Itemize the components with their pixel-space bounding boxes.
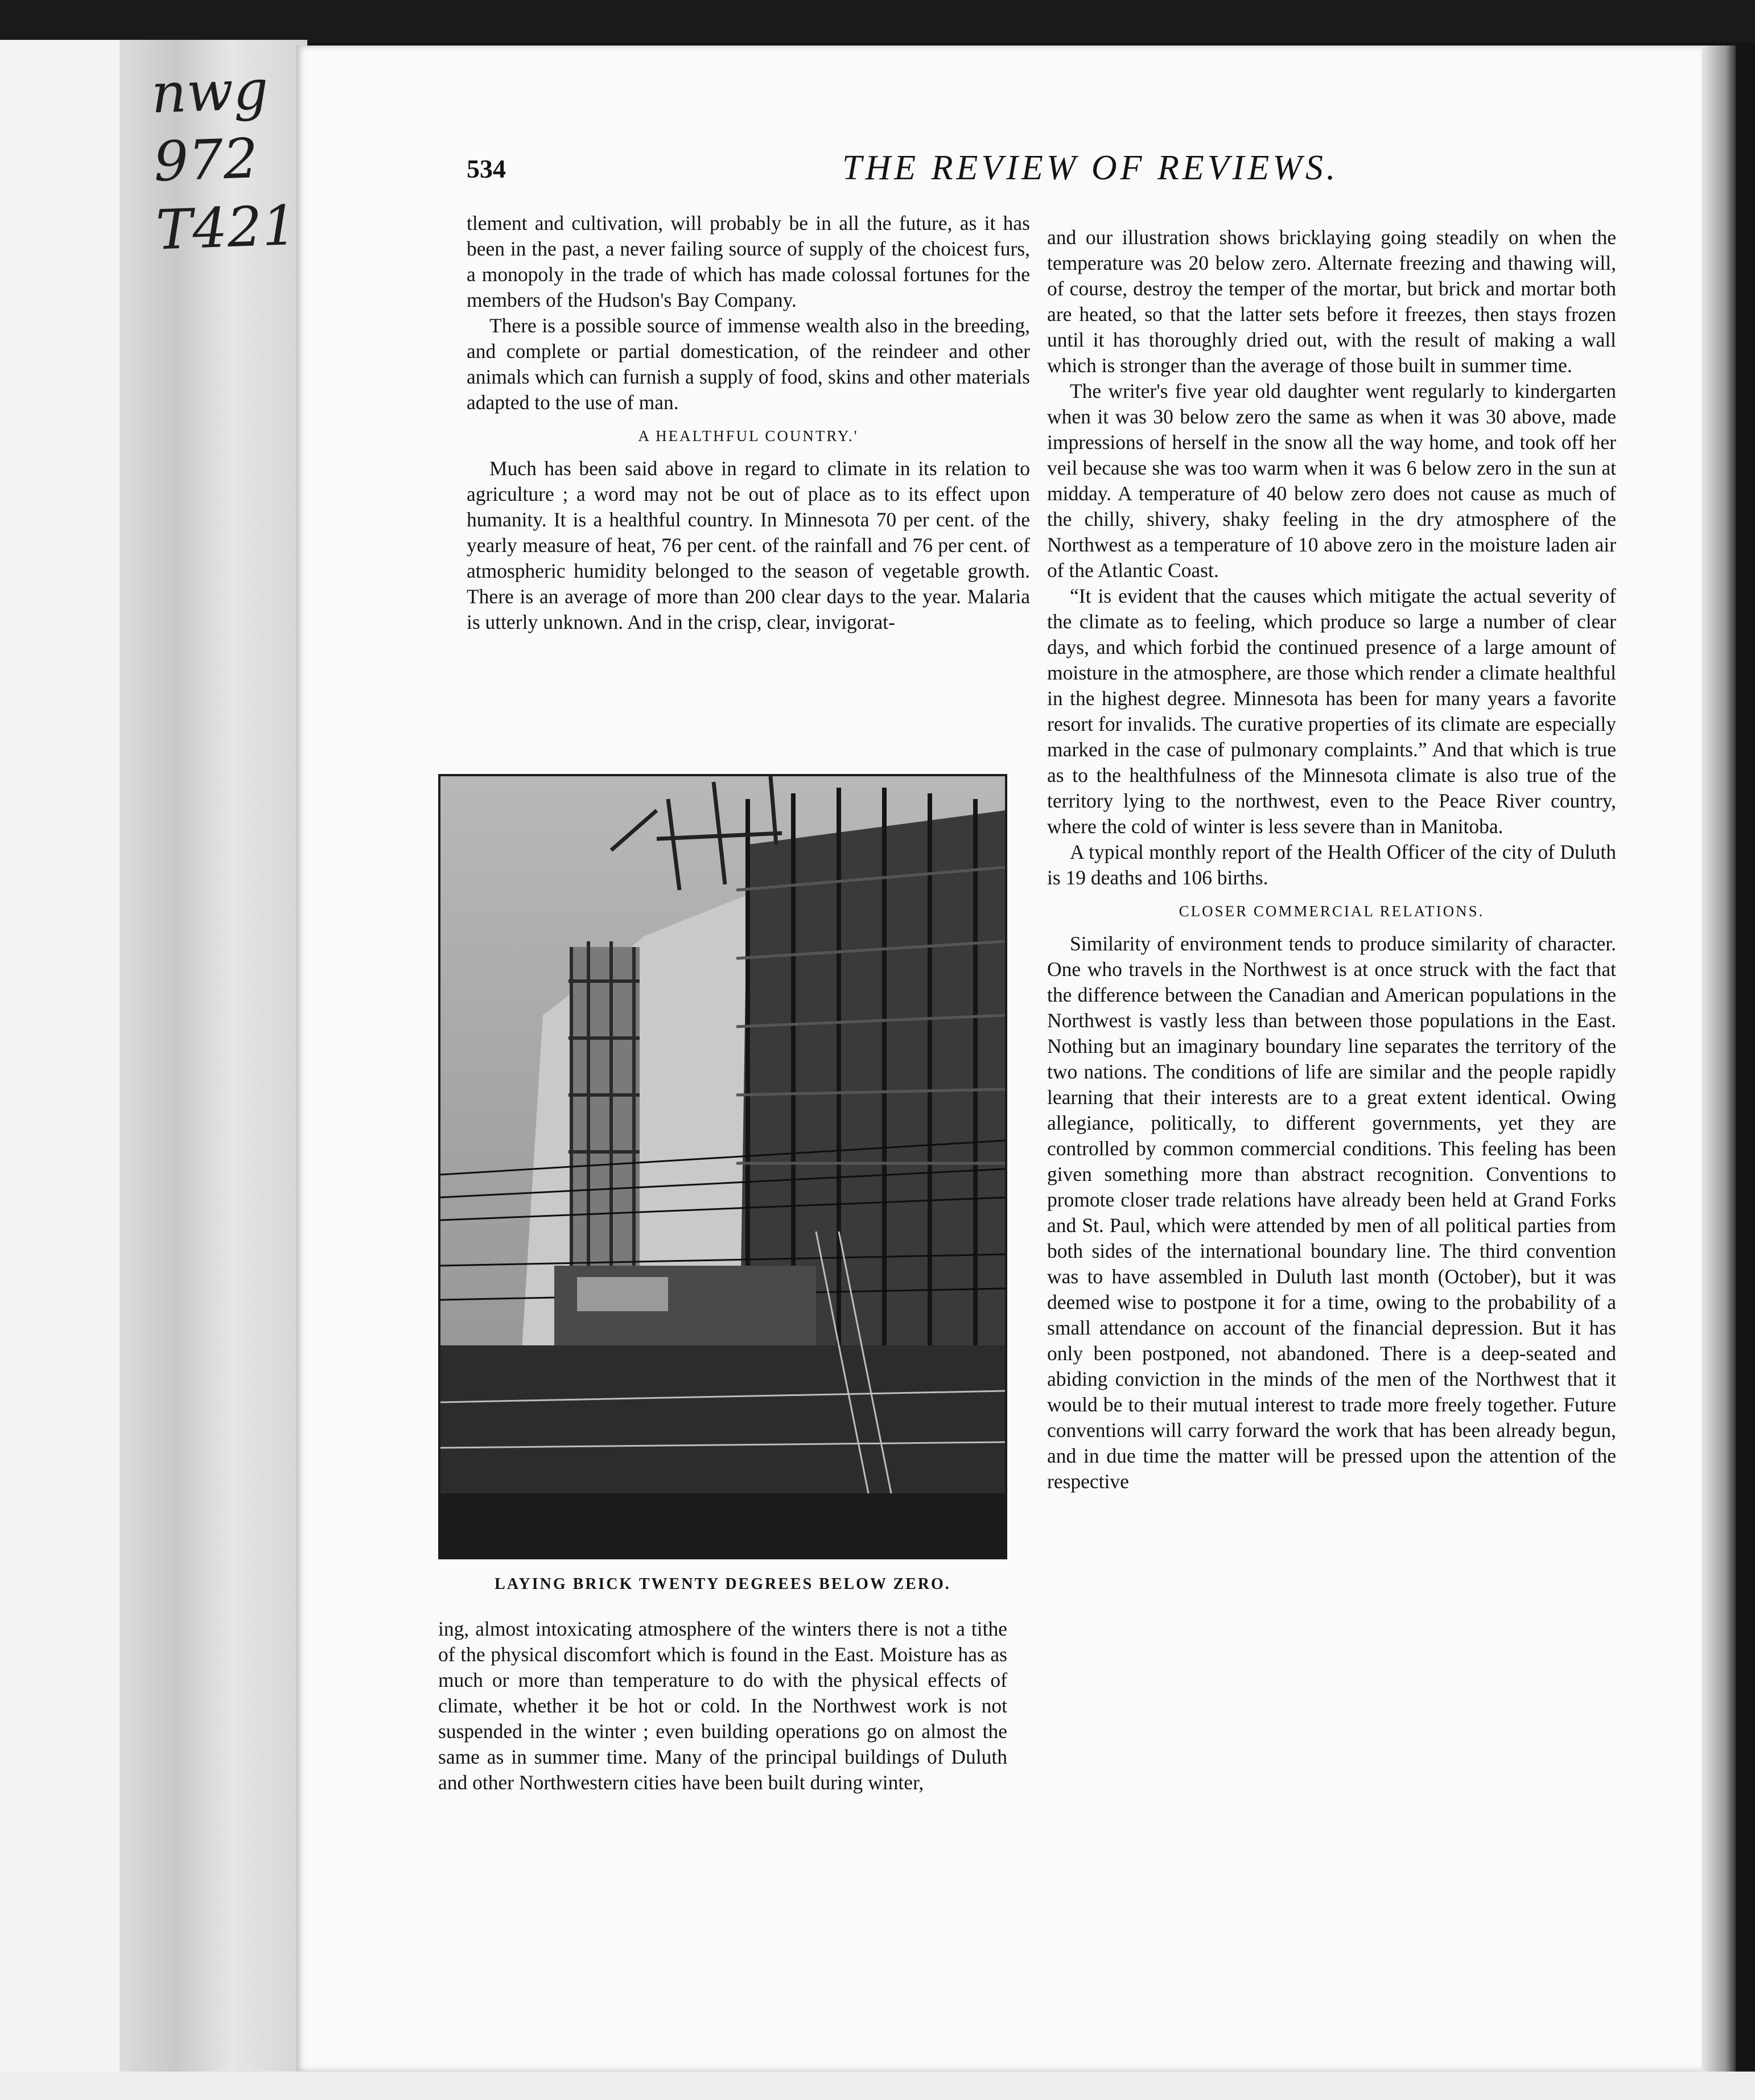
page-number: 534 — [467, 154, 506, 183]
scan-border-bottom — [0, 2072, 1755, 2100]
paragraph: A typical monthly report of the Health Officer of the city of Duluth is 19 deaths and 106 births. — [1047, 841, 1616, 889]
call-number-line: nwg — [150, 57, 270, 126]
left-margin-sheet — [0, 40, 122, 2100]
section-heading-healthful-country: A HEALTHFUL COUNTRY.' — [638, 427, 859, 444]
page-header — [467, 148, 1605, 199]
call-number-line: T421 — [155, 193, 298, 262]
handwritten-call-number — [150, 55, 305, 265]
photo-illustration — [440, 776, 1005, 1557]
scan-border-top — [0, 0, 1755, 43]
running-title: THE REVIEW OF REVIEWS. — [842, 149, 1339, 187]
left-column-bottom — [438, 1616, 1007, 1796]
construction-photo — [438, 774, 1007, 1559]
paragraph: Similarity of environment tends to produce similarity of character. One who travels in the Northwest is at once struck with the fact that the difference between the Canadian and American populations in the Northwest is vastly less than between those populations in the East. Nothing but an imaginary boundary line separates the territory of the two nations. The conditions of life are similar and the people rapidly learning that their interests are to a great extent identical. Owing allegiance, politically, to different governments, yet they are controlled by common commercial conditions. This feeling has been given something more than abstract recognition. Conventions to promote closer trade relations have already been held at Grand Forks and St. Paul, which were attended by men of all political parties from both sides of the international boundary line. The third convention was to have assembled in Duluth last month (October), but it was deemed wise to postpone it for a time, owing to the probability of a small attendance on account of the financial depression. But it has only been postponed, not abandoned. There is a deep-seated and abiding conviction in the minds of the men of the Northwest that it would be to their mutual interest to trade more freely together. Future conventions will carry forward the work that has been already begun, and in due time the matter will be pressed upon the attention of the respective — [1047, 932, 1616, 1493]
call-number-line: 972 — [153, 126, 259, 194]
paragraph: tlement and cultivation, will probably be in all the future, as it has been in the past, a never failing source of supply of the choicest furs, a monopoly in the trade of which has made colossal fortunes for the members of the Hudson's Bay Company. — [467, 212, 1030, 311]
right-column — [1047, 225, 1616, 1494]
paragraph: “It is evident that the causes which mitigate the actual severity of the climate as to feeling, which produce so large a number of clear days, and which forbid the continued presence of a large amount of moisture in the atmosphere, are those which render a climate healthful in the highest degree. Minnesota has been for many years a favorite resort for invalids. The curative properties of its climate are especially marked in the case of pulmonary complaints.” And that which is true as to the healthfulness of the Minnesota climate is also true of the territory lying to the northwest, even to the Peace River country, where the cold of winter is less severe than in Manitoba. — [1047, 584, 1616, 838]
photo-caption: LAYING BRICK TWENTY DEGREES BELOW ZERO. — [495, 1575, 951, 1593]
paragraph: ing, almost intoxicating atmosphere of the winters there is not a tithe of the physical discomfort which is found in the East. Moisture has as much or more than temperature to do with the physical effects of climate, whether it be hot or cold. In the Northwest work is not suspended in the winter ; even building operations go on almost the same as in summer time. Many of the principal buildings of Duluth and other Northwestern cities have been built during winter, — [438, 1617, 1007, 1794]
paragraph: Much has been said above in regard to climate in its relation to agriculture ; a word may not be out of place as to its effect upon humanity. It is a healthful country. In Minnesota 70 per cent. of the yearly measure of heat, 76 per cent. of the rainfall and 76 per cent. of atmospheric humidity belonged to the season of vegetable growth. There is an average of more than 200 clear days to the year. Malaria is utterly unknown. And in the crisp, clear, invigorat- — [467, 457, 1030, 633]
paragraph: There is a possible source of immense wealth also in the breeding, and complete or partial domestication, of the reindeer and other animals which can furnish a supply of food, skins and other materials adapted to the use of man. — [467, 314, 1030, 414]
page-edge-shadow — [1702, 46, 1736, 2072]
paragraph: The writer's five year old daughter went regularly to kindergarten when it was 30 below zero the same as when it was 30 above, made impressions of herself in the snow all the way home, and took off her veil because she was too warm when it was 6 below zero in the sun at midday. A temperature of 40 below zero does not cause as much of the chilly, shivery, shaky feeling in the dry atmosphere of the Northwest as a temperature of 10 above zero in the moisture laden air of the Atlantic Coast. — [1047, 380, 1616, 582]
book-binding — [120, 40, 307, 2100]
left-column-top — [467, 211, 1030, 635]
section-heading-commercial-relations: CLOSER COMMERCIAL RELATIONS. — [1179, 903, 1485, 920]
paragraph: and our illustration shows bricklaying going steadily on when the temperature was 20 below zero. Alternate freezing and thawing will, of course, destroy the temper of the mortar, but brick and mortar both are heated, so that the latter sets before it freezes, then stays frozen until it has thoroughly dried out, with the result of making a wall which is stronger than the average of those built in summer time. — [1047, 226, 1616, 377]
